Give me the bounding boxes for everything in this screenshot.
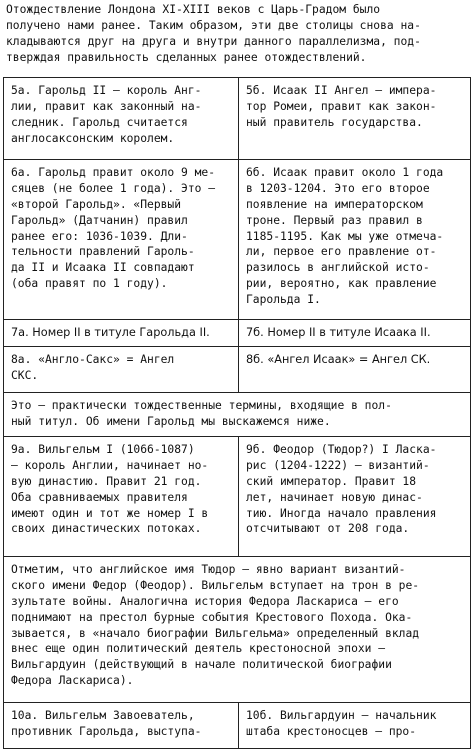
text-line: 9а. Вильгельм I (1066-1087) [11,443,195,456]
text-line: внес еще один политический деятель крестоносной эпохи – [11,642,386,656]
text-line: 7а. Номер II в титуле Гарольда II. [11,326,210,339]
note-cell [4,557,471,703]
text-line: ли, первое его правление от- [246,245,437,259]
table-row-9 [4,437,471,557]
text-line: поднимают на престол бурные события Крестового Похода. Ока- [11,610,413,624]
cell-8a [4,347,239,393]
text-line: Вильгардуин (действующий в начале политической биографии [11,658,392,672]
cell-10a [4,703,239,749]
cell-5a [4,78,239,160]
text-line: Гарольд» (Датчанин) правил [11,213,188,227]
text-line: 10б. Вильгардуин – начальник [246,709,437,722]
text-line: ранее его: 1036-1039. Дли- [11,229,188,243]
cell-7b [239,320,471,347]
text-line: штаба крестоносцев – про- [246,724,417,738]
text-line: Это – практически тождественные термины, входящие в пол- [11,399,392,412]
text-line: 10а. Вильгельм Завоеватель, [11,709,195,722]
table-row-5 [4,78,471,160]
text-line: кладываются друг на друга и внутри данного параллелизма, под- [6,34,421,48]
text-line: ный правитель государства. [246,115,423,129]
cell-7a [4,320,239,347]
cell-6b [239,160,471,320]
text-line: вую династию. Правит 21 год. [11,474,202,488]
text-line: ский император. Правит 18 [246,474,417,488]
text-line: (оба правят по 1 году). [11,277,168,291]
text-line: тельности правлений Гароль- [11,245,195,259]
text-line: в 1203-1204. Это его второе [246,181,430,195]
intro-paragraph [0,0,472,77]
table-row-8 [4,347,471,393]
cell-6a [4,160,239,320]
text-line: 5б. Исаак II Ангел – импера- [246,84,437,97]
text-line: СКС. [11,368,39,382]
text-line: своих династических потоках. [11,522,202,536]
text-line: – король Англии, начинает но- [11,458,209,472]
text-line: тор Ромеи, правит как закон- [246,99,437,113]
text-line: 8а. «Англо-Сакс» = Ангел [11,353,175,366]
text-line: 9б. Феодор (Тюдор?) I Ласка- [246,443,437,456]
text-line: Отождествление Лондона XI-XIII веков с Царь-Градом было [6,3,381,16]
text-line: следник. Гарольд считается [11,115,188,129]
text-line: Оба сравниваемых правителя [11,490,188,504]
text-line: зывается, в «начало биографии Вильгельма» определенный вклад [11,626,420,640]
text-line: зультате войны. Аналогична история Федора Ласкариса – его [11,594,399,608]
table-row-10 [4,703,471,749]
text-line: отсчитывают от 208 года. [246,522,410,536]
text-line: разилось в английской исто- [246,261,430,275]
text-line: Гарольда I. [246,293,321,307]
text-line: ского имени Федор (Феодор). Вильгельм вступает на трон в ре- [11,578,420,592]
text-line: 6а. Гарольд правит около 9 ме- [11,166,216,179]
text-line: имеют один и тот же номер I в [11,506,209,520]
cell-10b [239,703,471,749]
text-line: Отметим, что английское имя Тюдор – явно вариант византий- [11,563,406,576]
text-line: Федора Ласкариса). [11,674,134,688]
text-line: ный титул. Об имени Гарольд мы выскажемся ниже. [11,414,331,428]
text-line: появление на императорском [246,197,423,211]
note-cell [4,393,471,437]
text-line: тверждая правильность сделанных ранее отождествлений. [6,50,367,64]
cell-8b [239,347,471,393]
text-line: троне. Первый раз правил в [246,213,423,227]
text-line: 5а. Гарольд II – король Анг- [11,84,202,97]
comparison-table [3,77,471,749]
text-line: 1185-1195. Как мы уже отмеча- [246,229,444,243]
text-line: тию. Иногда начало правления [246,506,437,520]
cell-9a [4,437,239,557]
cell-9b [239,437,471,557]
text-line: рис (1204-1222) – византий- [246,458,430,472]
text-line: 7б. Номер II в титуле Исаака II. [246,326,431,339]
table-row-6 [4,160,471,320]
text-line: противник Гарольда, выступа- [11,724,202,738]
text-line: лет, начинает новую динас- [246,490,423,504]
text-line: «второй Гарольд». «Первый [11,197,182,211]
text-line: англосаксонским королем. [11,131,175,145]
text-line: 8б. «Ангел Исаак» = Ангел СК. [246,353,431,366]
text-line: рии, вероятно, как правление [246,277,437,291]
text-line: сяцев (не более 1 года). Это – [11,181,216,195]
text-line: получено нами ранее. Таким образом, эти две столицы снова на- [6,18,421,32]
text-line: да II и Исаака II совпадают [11,261,195,275]
table-row-note-1 [4,393,471,437]
table-row-note-2 [4,557,471,703]
text-line: лии, правит как законный на- [11,99,202,113]
text-line: 6б. Исаак правит около 1 года [246,166,444,179]
table-row-7 [4,320,471,347]
cell-5b [239,78,471,160]
